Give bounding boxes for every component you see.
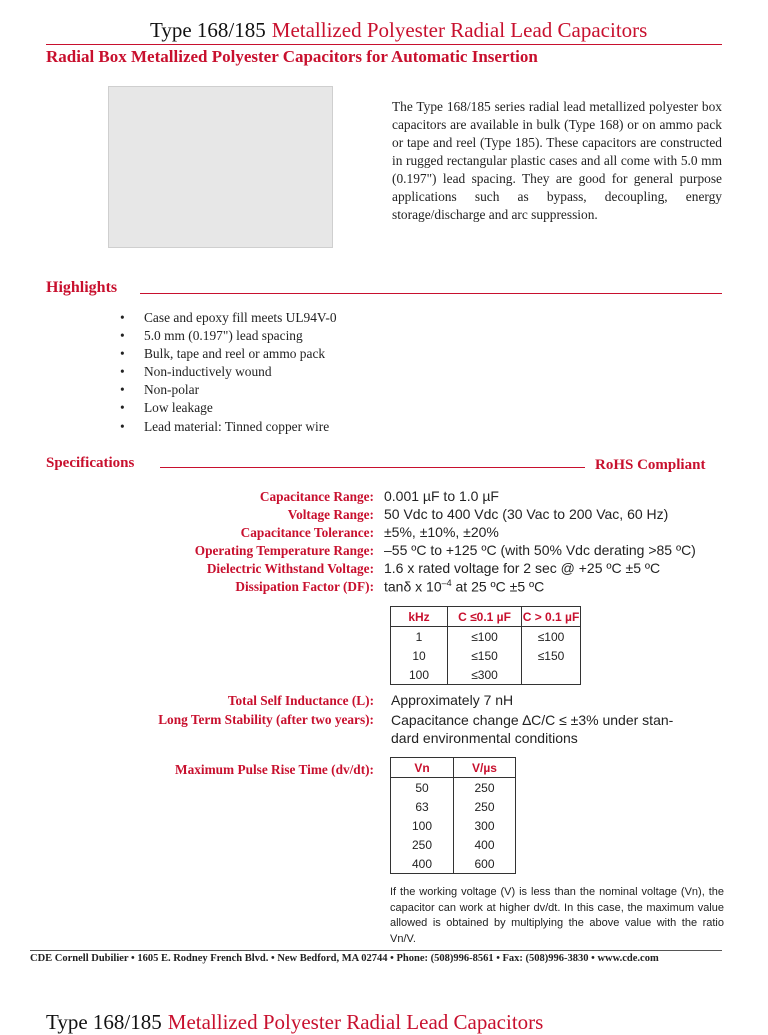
table-header: V/µs	[454, 758, 516, 778]
highlights-divider	[140, 293, 722, 294]
table-header: kHz	[391, 607, 448, 627]
table-row	[391, 835, 516, 854]
spec-label: Operating Temperature Range:	[194, 543, 374, 558]
next-page-title	[46, 1010, 543, 1035]
spec-label: Total Self Inductance (L):	[227, 693, 374, 708]
highlights-heading: Highlights	[46, 279, 118, 296]
list-item: • Bulk, tape and reel or ammo pack	[120, 345, 337, 363]
table-cell: 250	[391, 835, 454, 854]
pulse-rise-table	[390, 757, 516, 874]
table-row	[391, 646, 581, 665]
spec-value	[384, 578, 544, 595]
intro-paragraph: The Type 168/185 series radial lead metallized polyester box capacitors are available in bulk (Type 168) or on ammo pack or tape and reel (Type 185). These capacitors are constructed in rugged rectangular plastic cases and all come with 5.0 mm (0.197") lead spacing. They are good for general purpose applications such as bypass, decoupling, energy storage/discharge and arc suppression.	[392, 99, 722, 222]
table-cell: 250	[454, 778, 516, 798]
list-item: • Non-polar	[120, 381, 337, 399]
page-title	[150, 18, 647, 43]
table-cell: 10	[391, 646, 448, 665]
spec-value: dard environmental conditions	[391, 730, 578, 746]
spec-value: 50 Vdc to 400 Vdc (30 Vac to 200 Vac, 60 Hz)	[384, 506, 669, 522]
table-row	[391, 665, 581, 685]
spec-label: Capacitance Range:	[259, 489, 374, 504]
df-exponent: –4	[441, 578, 452, 588]
table-cell: ≤100	[522, 627, 581, 647]
table-header: C ≤0.1 µF	[448, 607, 522, 627]
table-cell: 100	[391, 665, 448, 685]
table-cell: 600	[454, 854, 516, 874]
dissipation-factor-table	[390, 606, 581, 685]
spec-label: Long Term Stability (after two years):	[158, 712, 374, 727]
highlights-list	[120, 309, 337, 436]
type-label: Type 168/185	[46, 1010, 162, 1034]
list-item: • Non-inductively wound	[120, 363, 337, 381]
specifications-heading: Specifications	[46, 455, 135, 471]
type-label: Type 168/185	[150, 18, 266, 42]
spec-label: Maximum Pulse Rise Time (dv/dt):	[175, 762, 374, 777]
spec-value: ±5%, ±10%, ±20%	[384, 524, 499, 540]
footer-contact: CDE Cornell Dubilier • 1605 E. Rodney French Blvd. • New Bedford, MA 02744 • Phone: (508)996-8561 • Fax: (508)996-3830 • www.cde.com	[30, 953, 659, 964]
table-cell: 300	[454, 816, 516, 835]
table-row	[391, 816, 516, 835]
table-cell: ≤150	[522, 646, 581, 665]
pulse-note: If the working voltage (V) is less than the nominal voltage (Vn), the capacitor can work at higher dv/dt. In this case, the maximum value allowed is obtained by multiplying the above value with the ratio Vn/V.	[390, 886, 724, 945]
list-item: • 5.0 mm (0.197") lead spacing	[120, 327, 337, 345]
spec-value: –55 ºC to +125 ºC (with 50% Vdc derating >85 ºC)	[384, 542, 696, 558]
spec-label: Dissipation Factor (DF):	[235, 579, 374, 594]
specifications-divider	[160, 467, 585, 468]
table-cell: 100	[391, 816, 454, 835]
page-subtitle: Radial Box Metallized Polyester Capacitors for Automatic Insertion	[46, 47, 538, 66]
table-cell: 400	[391, 854, 454, 874]
spec-label: Dielectric Withstand Voltage:	[206, 561, 374, 576]
spec-value: Capacitance change ∆C/C ≤ ±3% under stan-	[391, 712, 674, 728]
table-cell: ≤150	[448, 646, 522, 665]
df-value-prefix: tanδ x 10	[384, 578, 442, 595]
footer-divider	[30, 950, 722, 951]
rohs-badge: RoHS Compliant	[595, 457, 706, 473]
title-divider	[46, 44, 722, 45]
list-item: • Lead material: Tinned copper wire	[120, 418, 337, 436]
table-row	[391, 797, 516, 816]
table-row	[391, 778, 516, 798]
spec-value: 1.6 x rated voltage for 2 sec @ +25 ºC ±5 ºC	[384, 560, 661, 576]
table-header: C > 0.1 µF	[522, 607, 581, 627]
table-cell: 400	[454, 835, 516, 854]
table-cell: ≤100	[448, 627, 522, 647]
table-cell: 63	[391, 797, 454, 816]
df-value-suffix: at 25 ºC ±5 ºC	[451, 578, 545, 595]
product-title: Metallized Polyester Radial Lead Capacitors	[167, 1010, 544, 1034]
spec-value: 0.001 µF to 1.0 µF	[384, 488, 499, 504]
table-row	[391, 854, 516, 874]
spec-value: Approximately 7 nH	[391, 692, 514, 708]
spec-label: Voltage Range:	[287, 507, 374, 522]
table-cell	[522, 665, 581, 685]
list-item: • Case and epoxy fill meets UL94V-0	[120, 309, 337, 327]
table-cell: 1	[391, 627, 448, 647]
capacitors-photo	[108, 86, 333, 248]
table-cell: 50	[391, 778, 454, 798]
table-cell: 250	[454, 797, 516, 816]
table-cell: ≤300	[448, 665, 522, 685]
spec-label: Capacitance Tolerance:	[240, 525, 374, 540]
table-row	[391, 627, 581, 647]
table-header: Vn	[391, 758, 454, 778]
list-item: • Low leakage	[120, 399, 337, 417]
product-title: Metallized Polyester Radial Lead Capacitors	[271, 18, 648, 42]
